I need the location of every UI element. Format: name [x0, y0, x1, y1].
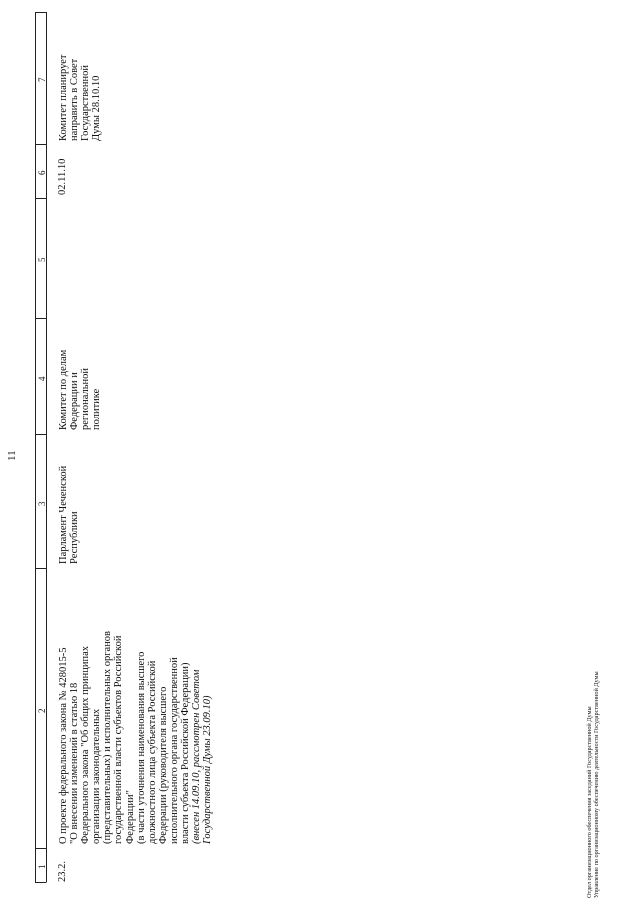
- column-number-4: 4: [37, 376, 47, 381]
- plan-line: Думы 28.10.10: [91, 75, 103, 141]
- description-line: власти субъекта Российской Федерации): [180, 662, 192, 844]
- description-line: должностного лица субъекта Российской: [146, 660, 158, 844]
- description-line: исполнительного органа государственной: [168, 657, 180, 844]
- description-line: Федерации": [124, 790, 136, 844]
- plan-line: Государственной: [80, 65, 92, 141]
- committee-line: Комитет по делам: [58, 349, 69, 430]
- committee-line: Федерации и: [69, 372, 81, 430]
- column-number-5: 5: [37, 257, 47, 262]
- column-number-6: 6: [37, 170, 47, 175]
- column-number-1: 1: [37, 864, 47, 869]
- description-note-line: Государственной Думы 23.09.10): [202, 695, 214, 844]
- page-number: 11: [6, 450, 18, 461]
- plan-line: направить в Совет: [69, 58, 81, 141]
- description-line: Федерации (руководителя высшего: [157, 686, 169, 844]
- footer-line-2: Управление по организационному обеспечению деятельности Государственной Думы: [593, 671, 600, 898]
- description-line: (представительных) и исполнительных органов: [102, 630, 114, 844]
- description-line: государственной власти субъектов Российской: [113, 635, 125, 844]
- column-number-7: 7: [37, 77, 47, 82]
- initiator-line: Республики: [69, 511, 81, 564]
- description-line: "О внесении изменений в статью 18: [69, 682, 81, 844]
- row-number: 23.2.: [57, 861, 68, 882]
- column-number-2: 2: [37, 708, 47, 713]
- bill-description: [58, 631, 213, 844]
- description-line: организации законодательных: [91, 708, 103, 844]
- footer-line-1: Отдел организационного обеспечения заседаний Государственной Думы: [586, 706, 593, 898]
- committee-line: политике: [91, 388, 103, 430]
- description-line: Федерального закона "Об общих принципах: [80, 645, 92, 844]
- description-line: О проекте федерального закона № 428015-5: [58, 647, 69, 844]
- responsible-committee: [58, 350, 102, 430]
- initiator: [58, 466, 80, 564]
- initiator-line: Парламент Чеченской: [58, 465, 69, 564]
- description-note-line: (внесен 14.09.10, рассмотрен Советом: [191, 669, 203, 844]
- column-number-3: 3: [37, 501, 47, 506]
- committee-line: региональной: [80, 368, 92, 430]
- plan-note: [58, 55, 102, 142]
- date-cell: 02.11.10: [57, 158, 68, 195]
- description-line: (в части уточнения наименования высшего: [135, 651, 147, 844]
- plan-line: Комитет планирует: [58, 54, 69, 141]
